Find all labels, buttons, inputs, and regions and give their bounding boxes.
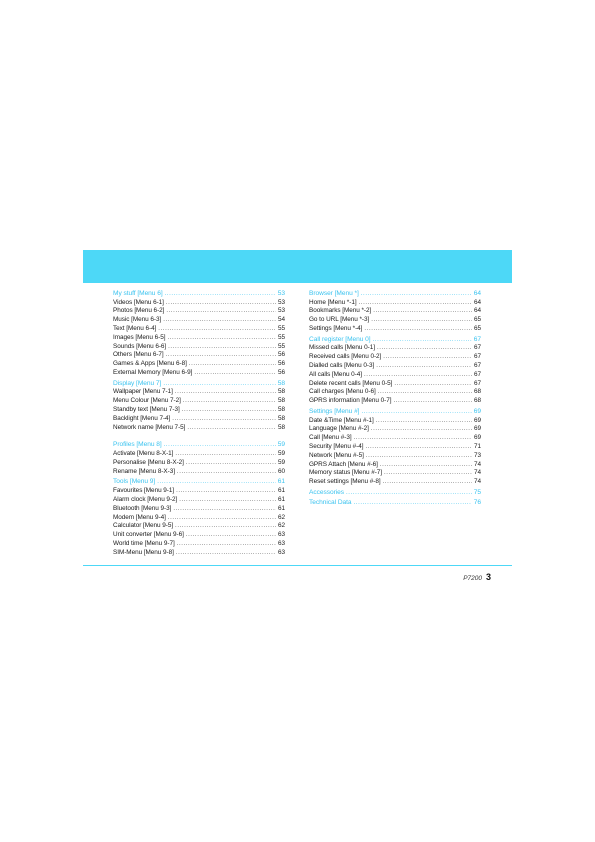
- dot-leader: [158, 325, 276, 334]
- toc-entry[interactable]: [113, 522, 285, 531]
- toc-entry-title: Memory status [Menu #-7]: [309, 469, 383, 477]
- toc-page-number: 55: [277, 342, 285, 350]
- toc-entry[interactable]: [309, 443, 481, 452]
- toc-entry-title: Music [Menu 6-3]: [113, 316, 162, 324]
- dot-leader: [361, 290, 472, 299]
- toc-page-number: 75: [473, 488, 481, 496]
- toc-section-heading[interactable]: [113, 290, 285, 299]
- toc-page-number: 64: [473, 289, 481, 297]
- toc-page-number: 58: [277, 423, 285, 431]
- toc-entry-title: Security [Menu #-4]: [309, 442, 364, 450]
- toc-entry-title: Modem [Menu 9-4]: [113, 513, 166, 521]
- toc-entry[interactable]: [113, 531, 285, 540]
- dot-leader: [157, 478, 276, 487]
- toc-entry[interactable]: [113, 459, 285, 468]
- toc-entry-title: Images [Menu 6-5]: [113, 333, 166, 341]
- toc-page-number: 53: [277, 289, 285, 297]
- toc-entry-title: Reset settings [Menu #-8]: [309, 478, 381, 486]
- toc-entry-title: Alarm clock [Menu 9-2]: [113, 495, 178, 503]
- toc-page-number: 67: [473, 361, 481, 369]
- toc-entry[interactable]: [309, 478, 481, 487]
- toc-page-number: 61: [277, 495, 285, 503]
- dot-leader: [176, 487, 276, 496]
- dot-leader: [378, 388, 472, 397]
- toc-page-number: 67: [473, 344, 481, 352]
- toc-entry-title: Backlight [Menu 7-4]: [113, 414, 171, 422]
- toc-entry-title: Go to URL [Menu *-3]: [309, 316, 370, 324]
- toc-page-number: 74: [473, 478, 481, 486]
- dot-leader: [163, 316, 276, 325]
- toc-entry-title: Sounds [Menu 6-6]: [113, 342, 167, 350]
- toc-entry[interactable]: [113, 406, 285, 415]
- toc-entry[interactable]: [309, 344, 481, 353]
- dot-leader: [187, 424, 276, 433]
- dot-leader: [383, 353, 472, 362]
- toc-page-number: 53: [277, 298, 285, 306]
- dot-leader: [354, 499, 472, 508]
- dot-leader: [373, 307, 472, 316]
- toc-page-number: 76: [473, 499, 481, 507]
- toc-entry-title: Display [Menu 7]: [113, 379, 162, 387]
- toc-entry[interactable]: [113, 343, 285, 352]
- dot-leader: [393, 397, 472, 406]
- dot-leader: [376, 362, 472, 371]
- toc-page-number: 74: [473, 469, 481, 477]
- toc-entry-title: Network [Menu #-5]: [309, 451, 364, 459]
- dot-leader: [173, 505, 276, 514]
- toc-page-number: 62: [277, 513, 285, 521]
- toc-entry[interactable]: [309, 388, 481, 397]
- toc-page-number: 65: [473, 324, 481, 332]
- toc-entry[interactable]: [113, 369, 285, 378]
- toc-entry-title: Received calls [Menu 0-2]: [309, 353, 382, 361]
- toc-entry[interactable]: [113, 351, 285, 360]
- toc-entry-title: Call register [Menu 0]: [309, 335, 371, 343]
- toc-page-number: 55: [277, 333, 285, 341]
- dot-leader: [194, 369, 276, 378]
- toc-page-number: 56: [277, 360, 285, 368]
- toc-entry-title: Settings [Menu *-4]: [309, 324, 363, 332]
- dot-leader: [361, 408, 472, 417]
- dot-leader: [163, 380, 276, 389]
- toc-entry[interactable]: [113, 397, 285, 406]
- toc-entry-title: GPRS Attach [Menu #-6]: [309, 460, 378, 468]
- dot-leader: [376, 417, 472, 426]
- dot-leader: [164, 441, 276, 450]
- toc-page-number: 68: [473, 397, 481, 405]
- dot-leader: [177, 540, 276, 549]
- toc-entry-title: Network name [Menu 7-5]: [113, 423, 186, 431]
- toc-page-number: 53: [277, 307, 285, 315]
- toc-entry-title: Menu Colour [Menu 7-2]: [113, 397, 181, 405]
- toc-entry[interactable]: [113, 549, 285, 558]
- toc-entry-title: Settings [Menu #]: [309, 407, 360, 415]
- toc-entry-title: External Memory [Menu 6-9]: [113, 368, 193, 376]
- toc-entry-title: Call [Menu #-3]: [309, 434, 352, 442]
- toc-entry-title: World time [Menu 9-7]: [113, 539, 175, 547]
- toc-page-number: 69: [473, 416, 481, 424]
- dot-leader: [166, 307, 276, 316]
- toc-entry[interactable]: [113, 388, 285, 397]
- toc-entry[interactable]: [309, 461, 481, 470]
- toc-entry[interactable]: [309, 325, 481, 334]
- dot-leader: [354, 434, 472, 443]
- toc-entry[interactable]: [309, 299, 481, 308]
- dot-leader: [186, 459, 276, 468]
- dot-leader: [177, 468, 276, 477]
- toc-section-heading[interactable]: [309, 290, 481, 299]
- toc-entry-title: Tools [Menu 9]: [113, 478, 156, 486]
- toc-entry-title: Language [Menu #-2]: [309, 425, 369, 433]
- toc-page-number: 69: [473, 434, 481, 442]
- toc-page-number: 56: [277, 351, 285, 359]
- dot-leader: [175, 450, 276, 459]
- toc-section-heading[interactable]: [113, 441, 285, 450]
- toc-entry[interactable]: [113, 505, 285, 514]
- toc-entry[interactable]: [113, 487, 285, 496]
- toc-page-number: 58: [277, 397, 285, 405]
- toc-entry[interactable]: [309, 380, 481, 389]
- toc-entry-title: Dialled calls [Menu 0-3]: [309, 361, 375, 369]
- toc-page-number: 64: [473, 307, 481, 315]
- toc-entry-title: Browser [Menu *]: [309, 289, 359, 297]
- dot-leader: [380, 461, 472, 470]
- dot-leader: [384, 469, 472, 478]
- toc-page-number: 58: [277, 388, 285, 396]
- toc-entry[interactable]: [309, 371, 481, 380]
- toc-page-number: 65: [473, 316, 481, 324]
- toc-entry-title: Delete recent calls [Menu 0-5]: [309, 379, 393, 387]
- toc-entry[interactable]: [113, 540, 285, 549]
- toc-entry-title: Accessories: [309, 488, 344, 496]
- toc-entry[interactable]: [309, 307, 481, 316]
- toc-entry[interactable]: [113, 307, 285, 316]
- toc-page-number: 54: [277, 316, 285, 324]
- toc-entry-title: Date &Time [Menu #-1]: [309, 416, 374, 424]
- toc-page-number: 55: [277, 324, 285, 332]
- dot-leader: [364, 325, 472, 334]
- dot-leader: [373, 336, 472, 345]
- dot-leader: [166, 351, 276, 360]
- dot-leader: [167, 334, 276, 343]
- dot-leader: [179, 496, 276, 505]
- toc-page-number: 67: [473, 379, 481, 387]
- dot-leader: [377, 344, 472, 353]
- toc-entry[interactable]: [113, 450, 285, 459]
- toc-page-number: 67: [473, 370, 481, 378]
- dot-leader: [189, 360, 276, 369]
- toc-entry[interactable]: [113, 496, 285, 505]
- toc-entry[interactable]: [113, 325, 285, 334]
- toc-entry[interactable]: [309, 452, 481, 461]
- dot-leader: [394, 380, 472, 389]
- dot-leader: [166, 299, 276, 308]
- toc-page-number: 62: [277, 522, 285, 530]
- toc-page-number: 67: [473, 335, 481, 343]
- toc-entry[interactable]: [309, 397, 481, 406]
- toc-page-number: 61: [277, 478, 285, 486]
- dot-leader: [175, 522, 276, 531]
- dot-leader: [182, 406, 276, 415]
- toc-entry[interactable]: [113, 424, 285, 433]
- toc-page-number: 61: [277, 504, 285, 512]
- dot-leader: [168, 343, 276, 352]
- toc-entry-title: Call charges [Menu 0-6]: [309, 388, 376, 396]
- toc-entry-title: Bookmarks [Menu *-2]: [309, 307, 372, 315]
- dot-leader: [183, 397, 276, 406]
- toc-entry-title: Personalise [Menu 8-X-2]: [113, 458, 184, 466]
- toc-entry-title: GPRS information [Menu 0-7]: [309, 397, 392, 405]
- toc-left-column: [113, 288, 285, 558]
- dot-leader: [365, 443, 472, 452]
- dot-leader: [359, 299, 472, 308]
- toc-entry-title: Calculator [Menu 9-5]: [113, 522, 174, 530]
- toc-entry-title: Favourites [Menu 9-1]: [113, 487, 175, 495]
- toc-entry[interactable]: [113, 299, 285, 308]
- toc-entry-title: Others [Menu 6-7]: [113, 351, 164, 359]
- toc-page-number: 61: [277, 487, 285, 495]
- dot-leader: [366, 452, 472, 461]
- toc-entry-title: Standby text [Menu 7-3]: [113, 405, 180, 413]
- dot-leader: [172, 415, 276, 424]
- toc-page-number: 69: [473, 425, 481, 433]
- page-number: 3: [485, 572, 491, 582]
- dot-leader: [175, 388, 276, 397]
- toc-page-number: 59: [277, 441, 285, 449]
- dot-leader: [168, 514, 276, 523]
- toc-section-heading[interactable]: [113, 380, 285, 389]
- toc-page-number: 58: [277, 414, 285, 422]
- toc-entry-title: Activate [Menu 8-X-1]: [113, 450, 174, 458]
- toc-entry-title: Profiles [Menu 8]: [113, 441, 162, 449]
- toc-page-number: 67: [473, 353, 481, 361]
- toc-right-column: [309, 288, 481, 508]
- toc-entry[interactable]: [113, 514, 285, 523]
- toc-entry-title: Videos [Menu 6-1]: [113, 298, 164, 306]
- toc-page-number: 71: [473, 442, 481, 450]
- toc-entry-title: My stuff [Menu 6]: [113, 289, 163, 297]
- toc-entry[interactable]: [309, 434, 481, 443]
- dot-leader: [176, 549, 276, 558]
- toc-entry[interactable]: [309, 362, 481, 371]
- dot-leader: [346, 489, 472, 498]
- toc-page-number: 69: [473, 407, 481, 415]
- toc-entry[interactable]: [309, 316, 481, 325]
- toc-entry[interactable]: [309, 469, 481, 478]
- dot-leader: [364, 371, 472, 380]
- toc-entry-title: Games & Apps [Menu 6-8]: [113, 360, 187, 368]
- toc-entry[interactable]: [113, 360, 285, 369]
- toc-section-heading[interactable]: [309, 489, 481, 498]
- toc-entry-title: SIM-Menu [Menu 9-8]: [113, 548, 174, 556]
- toc-entry[interactable]: [113, 316, 285, 325]
- toc-entry-title: Bluetooth [Menu 9-3]: [113, 504, 172, 512]
- toc-section-heading[interactable]: [309, 408, 481, 417]
- toc-entry-title: Text [Menu 6-4]: [113, 324, 157, 332]
- model-name: P7200: [463, 575, 482, 582]
- toc-page-number: 58: [277, 379, 285, 387]
- toc-section-heading[interactable]: [309, 336, 481, 345]
- footer-rule: [83, 565, 512, 566]
- toc-entry[interactable]: [113, 334, 285, 343]
- toc-page-number: 68: [473, 388, 481, 396]
- toc-entry-title: Wallpaper [Menu 7-1]: [113, 388, 173, 396]
- dot-leader: [371, 316, 472, 325]
- dot-leader: [383, 478, 472, 487]
- toc-page-number: 58: [277, 405, 285, 413]
- toc-page-number: 74: [473, 460, 481, 468]
- toc-page-number: 73: [473, 451, 481, 459]
- toc-entry[interactable]: [309, 353, 481, 362]
- toc-entry-title: Unit converter [Menu 9-6]: [113, 531, 184, 539]
- toc-page-number: 56: [277, 368, 285, 376]
- toc-entry[interactable]: [113, 468, 285, 477]
- toc-page-number: 59: [277, 458, 285, 466]
- dot-leader: [186, 531, 276, 540]
- toc-page-number: 63: [277, 531, 285, 539]
- toc-entry-title: Home [Menu *-1]: [309, 298, 357, 306]
- dot-leader: [371, 425, 472, 434]
- page-footer: [463, 572, 491, 582]
- toc-entry-title: Photos [Menu 6-2]: [113, 307, 165, 315]
- toc-page-number: 63: [277, 539, 285, 547]
- toc-entry-title: Rename [Menu 8-X-3]: [113, 467, 175, 475]
- header-band: [83, 250, 512, 283]
- toc-page-number: 64: [473, 298, 481, 306]
- toc-section-heading[interactable]: [309, 499, 481, 508]
- toc-entry-title: Technical Data: [309, 499, 352, 507]
- toc-page-number: 60: [277, 467, 285, 475]
- toc-entry-title: Missed calls [Menu 0-1]: [309, 344, 375, 352]
- toc-entry[interactable]: [309, 425, 481, 434]
- toc-page-number: 63: [277, 548, 285, 556]
- dot-leader: [165, 290, 276, 299]
- toc-entry[interactable]: [113, 415, 285, 424]
- toc-entry[interactable]: [309, 417, 481, 426]
- toc-entry-title: All calls [Menu 0-4]: [309, 370, 362, 378]
- toc-section-heading[interactable]: [113, 478, 285, 487]
- toc-page-number: 59: [277, 450, 285, 458]
